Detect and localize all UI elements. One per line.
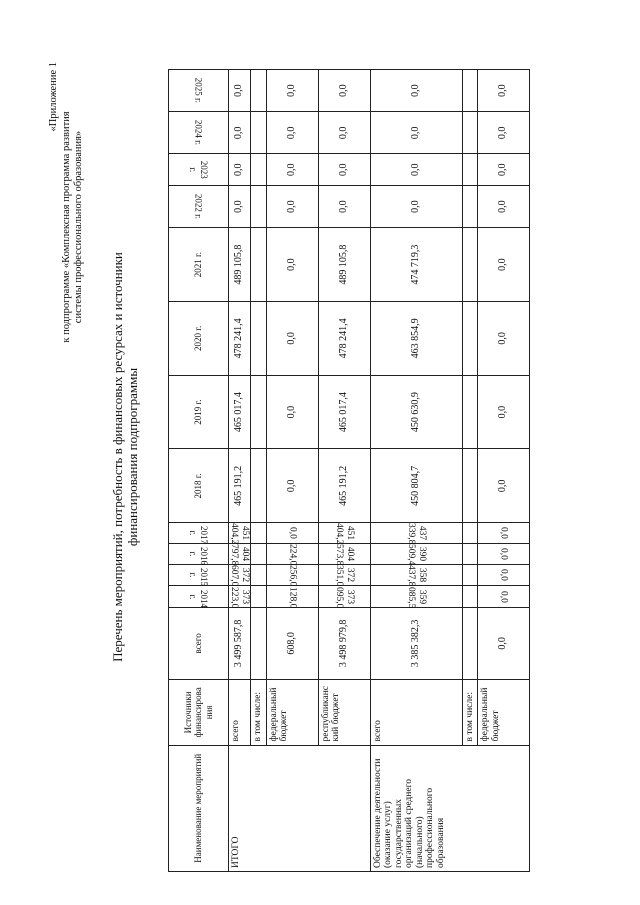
year-value-cell: 0,0 bbox=[478, 112, 530, 154]
measure-name-cell: Обеспечение деятельности (оказание услуг) государственных организаций среднего (начального) профессионального образования bbox=[370, 745, 530, 871]
year-value-cell: 0,0 bbox=[370, 70, 462, 112]
year-value-cell: 450 804,7 bbox=[370, 449, 462, 523]
year-value-cell: 451 404,2 bbox=[229, 523, 250, 545]
empty-cell bbox=[462, 449, 478, 523]
year-value-cell: 256,0 bbox=[266, 565, 318, 586]
year-value-cell: 0,0 bbox=[229, 70, 251, 112]
source-cell: всего bbox=[370, 680, 462, 745]
empty-cell bbox=[251, 607, 267, 680]
year-value-cell: 0,0 bbox=[478, 186, 530, 228]
year-value-cell: 0,0 bbox=[478, 449, 530, 523]
empty-cell bbox=[251, 228, 267, 302]
empty-cell bbox=[251, 449, 267, 523]
year-value-cell: 224,0 bbox=[266, 544, 318, 565]
year-value-cell: 0,0 bbox=[318, 186, 370, 228]
empty-cell bbox=[251, 375, 267, 449]
empty-cell bbox=[462, 375, 478, 449]
source-cell: федеральный бюджет bbox=[266, 680, 318, 745]
year-value-cell: 0,0 bbox=[318, 70, 370, 112]
source-cell: в том числе: bbox=[251, 680, 267, 745]
empty-cell bbox=[462, 301, 478, 375]
empty-cell bbox=[462, 586, 478, 607]
empty-cell bbox=[462, 523, 478, 544]
total-cell: 0,0 bbox=[478, 607, 530, 680]
empty-cell bbox=[462, 154, 478, 186]
year-value-cell: 0,0 bbox=[266, 154, 318, 186]
year-value-cell: 372 607,0 bbox=[229, 565, 250, 587]
header-year: 2025 г. bbox=[169, 70, 229, 112]
empty-cell bbox=[462, 186, 478, 228]
year-value-cell: 0,0 bbox=[478, 301, 530, 375]
year-value-cell: 465 191,2 bbox=[229, 449, 251, 523]
empty-cell bbox=[251, 544, 267, 565]
year-value-cell: 0,0 bbox=[478, 228, 530, 302]
total-cell: 3 498 979,8 bbox=[318, 607, 370, 680]
document-page bbox=[48, 62, 608, 872]
empty-cell bbox=[251, 186, 267, 228]
header-year: 2015 г. bbox=[169, 565, 229, 586]
year-value-cell: 358 437,8 bbox=[370, 565, 462, 586]
empty-cell bbox=[251, 112, 267, 154]
year-value-cell: 0,0 bbox=[370, 186, 462, 228]
year-value-cell: 0,0 bbox=[266, 112, 318, 154]
year-value-cell: 0,0 bbox=[266, 186, 318, 228]
total-cell: 3 499 587,8 bbox=[229, 607, 251, 680]
header-source: Источники финансирова ния bbox=[169, 680, 229, 745]
table-row bbox=[229, 70, 251, 872]
header-name: Наименование мероприятий bbox=[169, 745, 229, 871]
header-year: 2019 г. bbox=[169, 375, 229, 449]
year-value-cell: 0,0 bbox=[478, 565, 530, 586]
year-value-cell: 0,0 bbox=[318, 112, 370, 154]
year-value-cell: 474 719,3 bbox=[370, 228, 462, 302]
empty-cell bbox=[462, 607, 478, 680]
header-year: 2020 г. bbox=[169, 301, 229, 375]
header-year: 2014 г. bbox=[169, 586, 229, 607]
empty-cell bbox=[462, 112, 478, 154]
total-cell: 3 385 382,3 bbox=[370, 607, 462, 680]
year-value-cell: 465 017,4 bbox=[229, 375, 251, 449]
year-value-cell: 0,0 bbox=[266, 70, 318, 112]
header-year: 2018 г. bbox=[169, 449, 229, 523]
appendix-header bbox=[48, 62, 86, 392]
year-value-cell: 373 223,0 bbox=[229, 586, 250, 608]
empty-cell bbox=[251, 154, 267, 186]
empty-cell bbox=[251, 565, 267, 586]
table-header-row bbox=[169, 70, 229, 872]
year-value-cell: 0,0 bbox=[370, 154, 462, 186]
title-line-2: финансирования подпрограммы bbox=[125, 367, 140, 547]
header-total: всего bbox=[169, 607, 229, 680]
year-value-cell: 0,0 bbox=[266, 523, 318, 544]
empty-cell bbox=[462, 70, 478, 112]
document-title bbox=[110, 192, 140, 722]
header-year: 2024 г. bbox=[169, 112, 229, 154]
year-value-cell: 478 241,4 bbox=[318, 301, 370, 375]
empty-cell bbox=[251, 70, 267, 112]
year-value-cell: 0,0 bbox=[370, 112, 462, 154]
total-cell: 608,0 bbox=[266, 607, 318, 680]
header-year: 2017 г. bbox=[169, 523, 229, 544]
year-value-cell: 451 404,2 bbox=[318, 523, 370, 544]
title-line-1: Перечень мероприятий, потребность в финансовых ресурсах и источники bbox=[110, 252, 125, 662]
source-cell: республиканс кий бюджет bbox=[318, 680, 370, 745]
year-value-cell: 465 191,2 bbox=[318, 449, 370, 523]
year-value-cell: 0,0 bbox=[229, 154, 251, 186]
empty-cell bbox=[251, 586, 267, 607]
table-row bbox=[370, 70, 462, 872]
year-value-cell: 0,0 bbox=[478, 154, 530, 186]
year-value-cell: 404 573,8 bbox=[318, 544, 370, 565]
year-value-cell: 0,0 bbox=[229, 186, 251, 228]
year-value-cell: 0,0 bbox=[266, 449, 318, 523]
year-value-cell: 0,0 bbox=[266, 301, 318, 375]
year-value-cell: 0,0 bbox=[266, 375, 318, 449]
year-value-cell: 0,0 bbox=[478, 375, 530, 449]
year-value-cell: 373 095,0 bbox=[318, 586, 370, 607]
appendix-line-3: системы профессионального образования» bbox=[73, 130, 84, 324]
year-value-cell: 372 351,0 bbox=[318, 565, 370, 586]
year-value-cell: 437 339,8 bbox=[370, 523, 462, 544]
year-value-cell: 465 017,4 bbox=[318, 375, 370, 449]
finance-table bbox=[168, 69, 530, 872]
year-value-cell: 478 241,4 bbox=[229, 301, 251, 375]
year-value-cell: 0,0 bbox=[478, 70, 530, 112]
table-body bbox=[229, 70, 530, 872]
year-value-cell: 489 105,8 bbox=[318, 228, 370, 302]
empty-cell bbox=[251, 301, 267, 375]
year-value-cell: 359 085,5 bbox=[370, 586, 462, 607]
year-value-cell: 0,0 bbox=[478, 586, 530, 607]
appendix-line-2: к подпрограмме «Комплексная программа развития bbox=[60, 111, 72, 343]
year-value-cell: 463 854,9 bbox=[370, 301, 462, 375]
empty-cell bbox=[251, 523, 267, 544]
year-value-cell: 0,0 bbox=[478, 544, 530, 565]
empty-cell bbox=[462, 565, 478, 586]
empty-cell bbox=[462, 228, 478, 302]
year-value-cell: 0,0 bbox=[478, 523, 530, 544]
year-value-cell: 128,0 bbox=[266, 586, 318, 607]
measure-name-cell: ИТОГО bbox=[229, 745, 371, 871]
year-value-cell: 0,0 bbox=[266, 228, 318, 302]
header-year: 2021 г. bbox=[169, 228, 229, 302]
empty-cell bbox=[462, 544, 478, 565]
source-cell: федеральный бюджет bbox=[478, 680, 530, 745]
header-year: 2023 г. bbox=[169, 154, 229, 186]
source-cell: в том числе: bbox=[462, 680, 478, 745]
year-value-cell: 489 105,8 bbox=[229, 228, 251, 302]
year-value-cell: 0,0 bbox=[229, 112, 251, 154]
header-year: 2016 г. bbox=[169, 544, 229, 565]
source-cell: всего bbox=[229, 680, 251, 745]
year-value-cell: 450 630,9 bbox=[370, 375, 462, 449]
year-value-cell: 404 797,8 bbox=[229, 544, 250, 566]
year-value-cell: 0,0 bbox=[318, 154, 370, 186]
header-year: 2022 г. bbox=[169, 186, 229, 228]
year-value-cell: 390 509,4 bbox=[370, 544, 462, 565]
appendix-line-1: «Приложение 1 bbox=[48, 62, 59, 132]
